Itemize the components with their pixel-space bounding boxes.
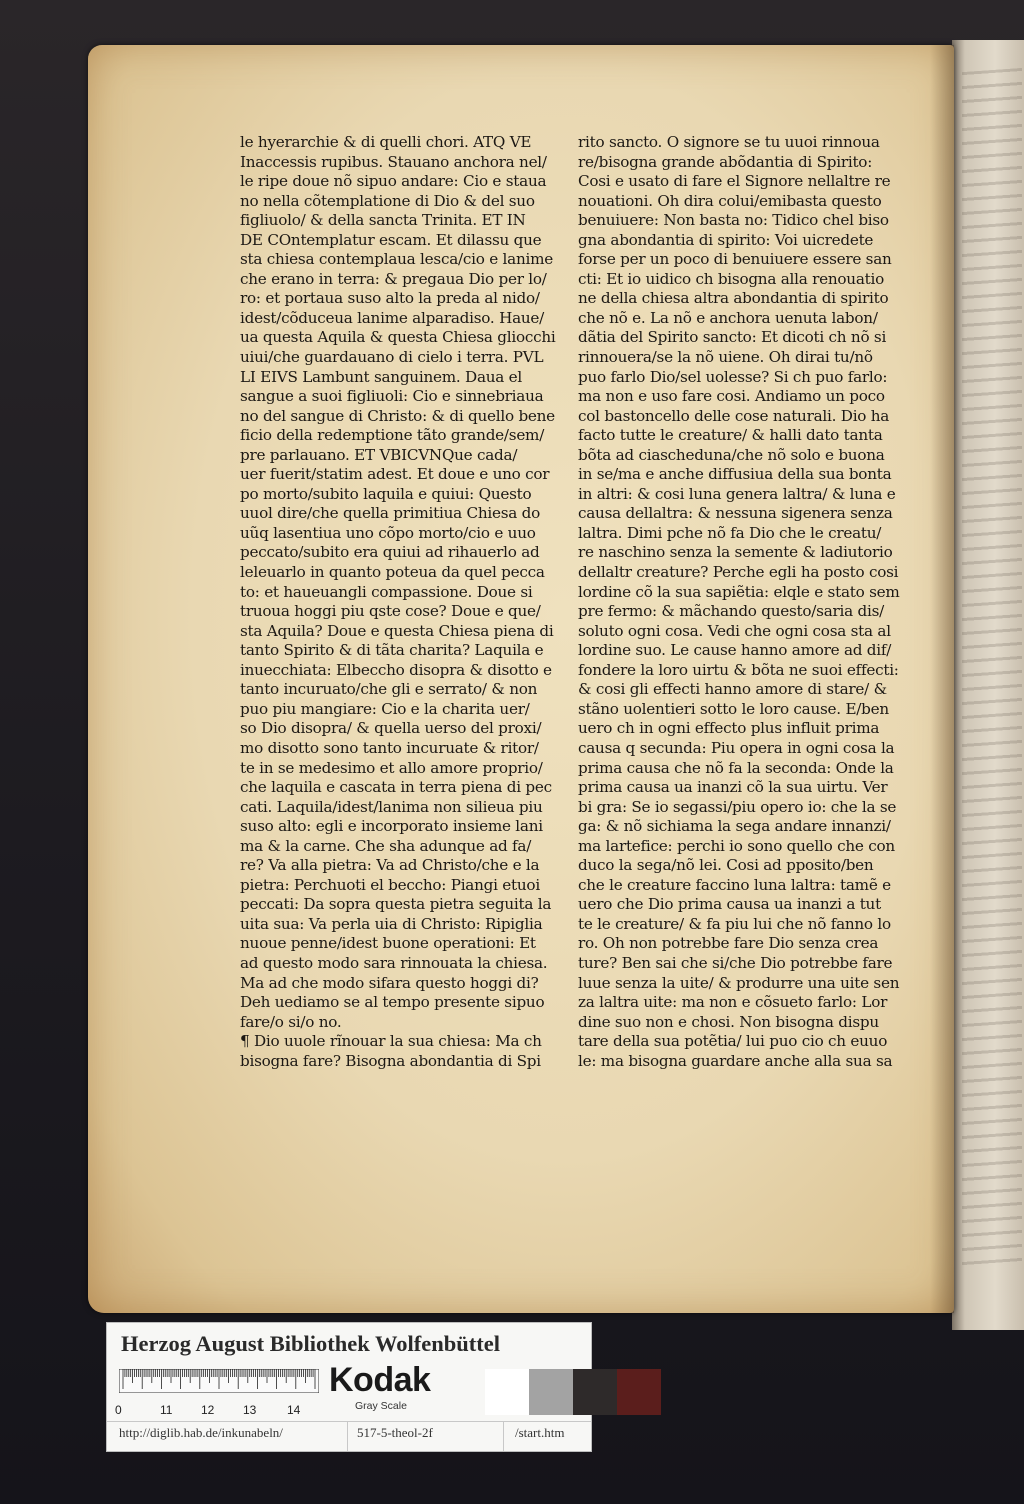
text-line: laltra. Dimi pche nõ fa Dio che le creatu/ — [578, 523, 882, 542]
gray-swatch — [485, 1369, 529, 1415]
start-link: /start.htm — [515, 1425, 565, 1440]
text-line: ad questo modo sara rinnouata la chiesa. — [240, 953, 548, 972]
text-line: uer fuerit/statim adest. Et doue e uno cor — [240, 465, 550, 484]
gray-swatch — [529, 1369, 573, 1415]
text-line: gna abondantia di spirito: Voi uicredete — [578, 230, 874, 249]
text-line: sta chiesa contemplaua lesca/cio e lanime — [240, 250, 553, 269]
text-line: ma lartefice: perchi io sono quello che con — [578, 836, 895, 855]
text-line: ma non e uso fare cosi. Andiamo un poco — [578, 387, 885, 406]
text-line: fondere la loro uirtu & bõta ne suoi effecti: — [578, 660, 899, 679]
text-line: le hyerarchie & di quelli chori. ATQ VE — [240, 133, 532, 151]
text-line: no del sangue di Christo: & di quello bene — [240, 406, 555, 425]
text-line: ro. Oh non potrebbe fare Dio senza crea — [578, 934, 879, 953]
text-line: po morto/subito laquila e quiui: Questo — [240, 484, 532, 503]
text-line: facto tutte le creature/ & halli dato tanta — [578, 426, 883, 445]
label-divider — [107, 1421, 591, 1422]
text-line: forse per un poco di benuiuere essere san — [578, 250, 892, 269]
text-line: LI EIVS Lambunt sanguinem. Daua el — [240, 367, 523, 386]
text-line: duco la sega/nõ lei. Cosi ad pposito/ben — [578, 856, 874, 875]
text-line: le: ma bisogna guardare anche alla sua sa — [578, 1051, 893, 1070]
text-line: uero che Dio prima causa ua inanzi a tut — [578, 895, 881, 914]
text-line: idest/cõduceua lanime alparadiso. Haue/ — [240, 308, 545, 327]
library-name: Herzog August Bibliothek Wolfenbüttel — [121, 1331, 500, 1356]
gray-scale-label: Gray Scale — [355, 1400, 407, 1412]
text-line: Ma ad che modo sifara questo hoggi di? — [240, 973, 539, 992]
ruler-number: 11 — [160, 1403, 173, 1417]
text-line: dãtia del Spirito sancto: Et dicoti ch nõ si — [578, 328, 887, 347]
text-line: cati. Laquila/idest/lanima non silieua piu — [240, 797, 543, 816]
text-line: puo piu mangiare: Cio e la charita uer/ — [240, 699, 530, 718]
text-line: cti: Et io uidico ch bisogna alla renouatio — [578, 269, 884, 288]
text-line: peccati: Da sopra questa pietra seguita la — [240, 895, 552, 914]
page-gutter-shadow — [930, 45, 954, 1313]
text-line: rito sancto. O signore se tu uuoi rinnoua — [578, 133, 880, 151]
text-line: che erano in terra: & pregaua Dio per lo/ — [240, 269, 547, 288]
text-line: luue senza la uite/ & produrre una uite sen — [578, 973, 900, 992]
text-line: ma & la carne. Che sha adunque ad fa/ — [240, 836, 532, 855]
text-line: Deh uediamo se al tempo presente sipuo — [240, 993, 545, 1012]
text-line: prima causa ua inanzi cõ la sua uirtu. Ver — [578, 778, 888, 797]
text-line: te le creature/ & fa piu lui che nõ fanno lo — [578, 914, 891, 933]
text-line: lordine cõ la sua sapiẽtia: elqle e stato sem — [578, 582, 900, 601]
text-line: che le creature faccino luna laltra: tamẽ e — [578, 875, 891, 894]
text-line: ne della chiesa altra abondantia di spirito — [578, 289, 889, 308]
text-line: benuiuere: Non basta no: Tidico chel biso — [578, 211, 889, 230]
label-separator — [347, 1421, 348, 1451]
text-line: uuol dire/che quella primitiua Chiesa do — [240, 504, 541, 523]
text-line: bõta ad ciascheduna/che nõ solo e buona — [578, 445, 885, 464]
text-line: Cosi e usato di fare el Signore nellaltre re — [578, 172, 891, 191]
text-line: ficio della redemptione tãto grande/sem/ — [240, 426, 545, 445]
ruler-number: 12 — [201, 1403, 215, 1417]
text-line: dine suo non e chosi. Non bisogna dispu — [578, 1012, 879, 1031]
ruler-number: 0 — [115, 1403, 122, 1417]
text-line: prima causa che nõ fa la seconda: Onde la — [578, 758, 894, 777]
text-line: rinnouera/se la nõ uiene. Oh dirai tu/nõ — [578, 348, 873, 367]
text-line: uita sua: Va perla uia di Christo: Ripiglia — [240, 914, 543, 933]
text-line: DE COntemplatur escam. Et dilassu que — [240, 230, 542, 249]
text-line: nuoue penne/idest buone operationi: Et — [240, 934, 536, 953]
text-line: figliuolo/ & della sancta Trinita. ET IN — [240, 211, 526, 230]
source-url: http://diglib.hab.de/inkunabeln/ — [119, 1425, 283, 1440]
right-text-column — [578, 133, 900, 1071]
text-line: col bastoncello delle cose naturali. Dio ha — [578, 406, 890, 425]
text-line: ¶ Dio uuole rĩnouar la sua chiesa: Ma ch — [240, 1032, 542, 1051]
text-line: Inaccessis rupibus. Stauano anchora nel/ — [240, 152, 547, 171]
text-line: in altri: & cosi luna genera laltra/ & luna e — [578, 484, 896, 503]
text-line: pre parlauano. ET VBICVNQue cada/ — [240, 445, 518, 464]
text-line: no nella cõtemplatione di Dio & del suo — [240, 191, 535, 210]
text-line: in se/ma e anche diffusiua della sua bonta — [578, 465, 892, 484]
text-line: truoua hoggi piu qste cose? Doue e que/ — [240, 602, 541, 621]
text-line: so Dio disopra/ & quella uerso del proxi/ — [240, 719, 542, 738]
gray-swatch — [573, 1369, 617, 1415]
text-line: che nõ e. La nõ e anchora uenuta labon/ — [578, 308, 878, 327]
text-line: causa dellaltra: & nessuna sigenera senza — [578, 504, 893, 523]
text-line: che laquila e cascata in terra piena di pec — [240, 778, 552, 797]
text-line: leleuarlo in quanto poteua da quel pecca — [240, 563, 545, 582]
text-line: soluto ogni cosa. Vedi che ogni cosa sta al — [578, 621, 891, 640]
text-line: tanto incuruato/che gli e serrato/ & non — [240, 680, 538, 699]
shelfmark: 517-5-theol-2f — [357, 1425, 433, 1440]
text-line: lordine suo. Le cause hanno amore ad dif/ — [578, 641, 892, 660]
text-line: bi gra: Se io segassi/piu opero io: che la se — [578, 797, 897, 816]
text-line: uero ch in ogni effecto plus influit prima — [578, 719, 880, 738]
text-line: pre fermo: & mãchando questo/saria dis/ — [578, 602, 885, 621]
facing-page-text-texture — [962, 68, 1022, 1272]
text-line: puo farlo Dio/sel uolesse? Si ch puo farlo: — [578, 367, 888, 386]
text-line: sta Aquila? Doue e questa Chiesa piena di — [240, 621, 554, 640]
text-line: uiui/che guardauano di cielo i terra. PVL — [240, 348, 544, 367]
text-line: re? Va alla pietra: Va ad Christo/che e la — [240, 856, 540, 875]
text-line: dellaltr creature? Perche egli ha posto cosi — [578, 563, 899, 582]
measurement-ruler — [119, 1369, 319, 1393]
text-line: nouationi. Oh dira colui/emibasta questo — [578, 191, 882, 210]
label-separator — [503, 1421, 504, 1451]
text-line: uũq lasentiua uno cõpo morto/cio e uuo — [240, 523, 536, 542]
ruler-number: 13 — [243, 1403, 257, 1417]
text-line: ga: & nõ sichiama la sega andare innanzi/ — [578, 817, 891, 836]
text-line: le ripe doue nõ sipuo andare: Cio e staua — [240, 172, 547, 191]
text-line: tanto Spirito & di tãta charita? Laquila e — [240, 641, 544, 660]
text-line: inuecchiata: Elbeccho disopra & disotto e — [240, 660, 552, 679]
text-line: ture? Ben sai che si/che Dio potrebbe fare — [578, 953, 893, 972]
text-line: & cosi gli effecti hanno amore di stare/ & — [578, 680, 887, 699]
text-line: stãno uolentieri sotto le loro cause. E/ben — [578, 699, 889, 718]
left-text-column — [240, 133, 556, 1071]
text-line: re/bisogna grande abõdantia di Spirito: — [578, 152, 873, 171]
text-line: sangue a suoi figliuoli: Cio e sinnebriaua — [240, 387, 544, 406]
text-line: ua questa Aquila & questa Chiesa gliocchi — [240, 328, 556, 347]
text-line: causa q secunda: Piu opera in ogni cosa la — [578, 738, 895, 757]
kodak-logo: Kodak — [329, 1361, 431, 1399]
ruler-numbers — [115, 1403, 315, 1419]
text-line: bisogna fare? Bisogna abondantia di Spi — [240, 1051, 541, 1070]
text-line: te in se medesimo et allo amore proprio/ — [240, 758, 543, 777]
ruler-number: 14 — [287, 1403, 301, 1417]
text-line: peccato/subito era quiui ad rihauerlo ad — [240, 543, 540, 562]
text-line: suso alto: egli e incorporato insieme lani — [240, 817, 543, 836]
text-line: tare della sua potẽtia/ lui puo cio ch euuo — [578, 1032, 888, 1051]
library-label-card — [106, 1322, 592, 1452]
text-line: ro: et portaua suso alto la preda al nido/ — [240, 289, 540, 308]
text-line: mo disotto sono tanto incuruate & ritor/ — [240, 738, 539, 757]
text-line: fare/o si/o no. — [240, 1012, 342, 1031]
gray-swatch — [617, 1369, 661, 1415]
text-line: to: et haueuangli compassione. Doue si — [240, 582, 533, 601]
text-line: za laltra uite: ma non e cõsueto farlo: Lor — [578, 993, 888, 1012]
text-line: pietra: Perchuoti el beccho: Piangi etuoi — [240, 875, 540, 894]
text-line: re naschino senza la semente & ladiutorio — [578, 543, 893, 562]
